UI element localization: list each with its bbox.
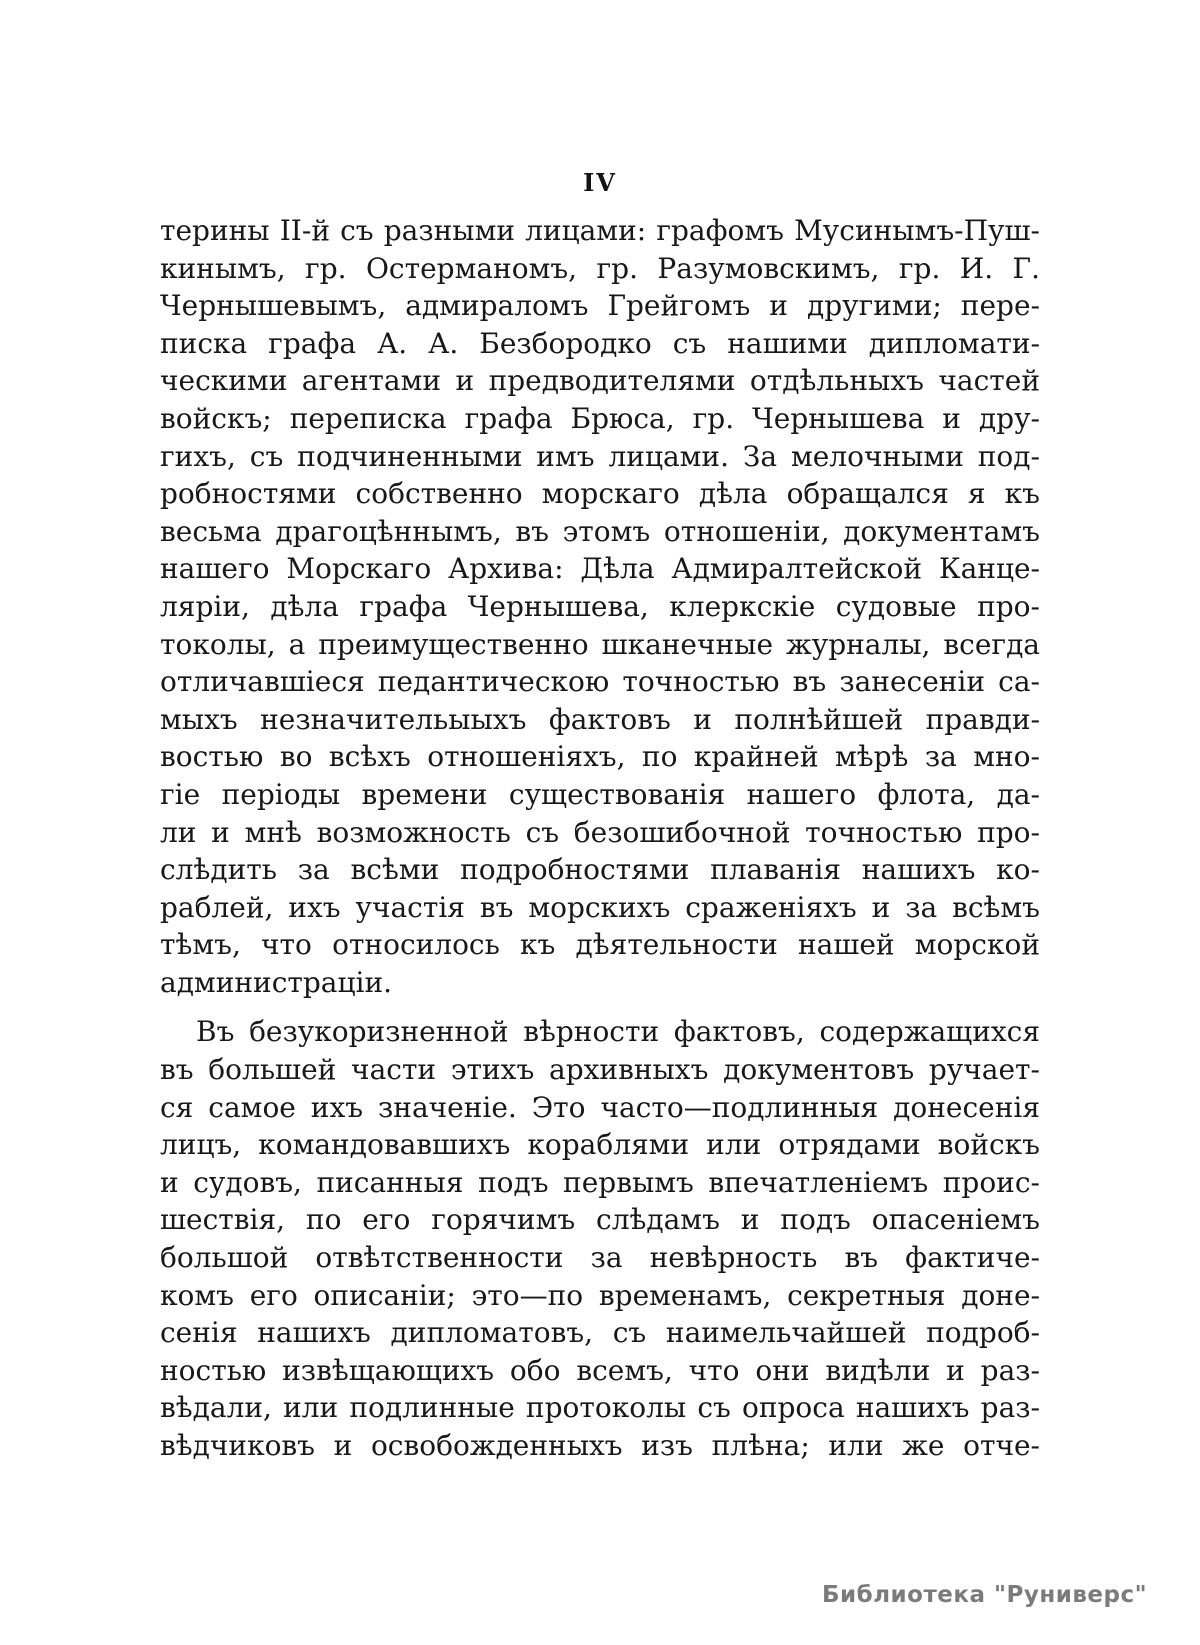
text-line: ческими агентами и предводителями отдѣльныхъ частей <box>160 364 1040 398</box>
text-line: сенія нашихъ дипломатовъ, съ наимельчайшей подроб- <box>160 1316 1040 1350</box>
text-line: отличавшіеся педантическою точностью въ занесеніи са- <box>160 665 1040 699</box>
text-line: большой отвѣтственности за невѣрность въ фактиче- <box>160 1241 1040 1275</box>
paragraph <box>160 1013 1040 1464</box>
text-line: весьма драгоцѣннымъ, въ этомъ отношеніи, документамъ <box>160 514 1040 548</box>
text-line: лицъ, командовавшихъ кораблями или отрядами войскъ <box>160 1128 1040 1162</box>
text-line: гіе періоды времени существованія нашего флота, да- <box>160 777 1040 811</box>
text-line: шествія, по его горячимъ слѣдамъ и подъ опасеніемъ <box>160 1203 1040 1237</box>
text-line: ли и мнѣ возможность съ безошибочной точностью про- <box>160 815 1040 849</box>
text-line: ся самое ихъ значеніе. Это часто—подлинныя донесенія <box>160 1090 1040 1124</box>
text-line: слѣдить за всѣми подробностями плаванія нашихъ ко- <box>160 853 1040 887</box>
text-line: раблей, ихъ участія въ морскихъ сраженіяхъ и за всѣмъ <box>160 890 1040 924</box>
text-line: войскъ; переписка графа Брюса, гр. Чернышева и дру- <box>160 401 1040 435</box>
text-line: вѣдали, или подлинные протоколы съ опроса нашихъ раз- <box>160 1391 1040 1425</box>
text-line: терины II-й съ разными лицами: графомъ Мусинымъ-Пуш- <box>160 214 1040 247</box>
watermark-label: Библиотека "Руниверс" <box>822 1582 1148 1608</box>
text-line: вѣдчиковъ и освобожденныхъ изъ плѣна; или же отче- <box>160 1429 1040 1462</box>
text-line: мыхъ незначительыыхъ фактовъ и полнѣйшей правди- <box>160 702 1040 736</box>
text-line: гихъ, съ подчиненными имъ лицами. За мелочными под- <box>160 439 1040 473</box>
text-line: комъ его описаніи; это—по временамъ, секретныя доне- <box>160 1278 1040 1312</box>
text-block <box>160 212 1040 1465</box>
text-line: администраціи. <box>160 965 393 999</box>
page-number: IV <box>583 168 617 197</box>
text-line: токолы, а преимущественно шканечные журналы, всегда <box>160 627 1040 661</box>
text-line: нашего Морскаго Архива: Дѣла Адмиралтейской Канце- <box>160 552 1040 586</box>
text-line: Въ безукоризненной вѣрности фактовъ, содержащихся <box>196 1015 1040 1049</box>
text-line: ляріи, дѣла графа Чернышева, клеркскіе судовые про- <box>160 589 1040 623</box>
text-line: и судовъ, писанныя подъ первымъ впечатленіемъ проис- <box>160 1165 1040 1199</box>
text-line: ностью извѣщающихъ обо всемъ, что они видѣли и раз- <box>160 1353 1040 1387</box>
text-line: писка графа А. А. Безбородко съ нашими дипломати- <box>160 326 1040 360</box>
paragraph <box>160 212 1040 1001</box>
text-line: робностями собственно морскаго дѣла обращался я къ <box>160 477 1040 511</box>
text-line: Чернышевымъ, адмираломъ Грейгомъ и другими; пере- <box>160 289 1040 323</box>
text-line: востью во всѣхъ отношеніяхъ, по крайней мѣрѣ за мно- <box>160 740 1040 774</box>
text-line: кинымъ, гр. Остерманомъ, гр. Разумовскимъ, гр. И. Г. <box>160 251 1040 285</box>
text-line: въ большей части этихъ архивныхъ документовъ ручает- <box>160 1053 1040 1087</box>
text-line: тѣмъ, что относилось къ дѣятельности нашей морской <box>160 928 1040 962</box>
